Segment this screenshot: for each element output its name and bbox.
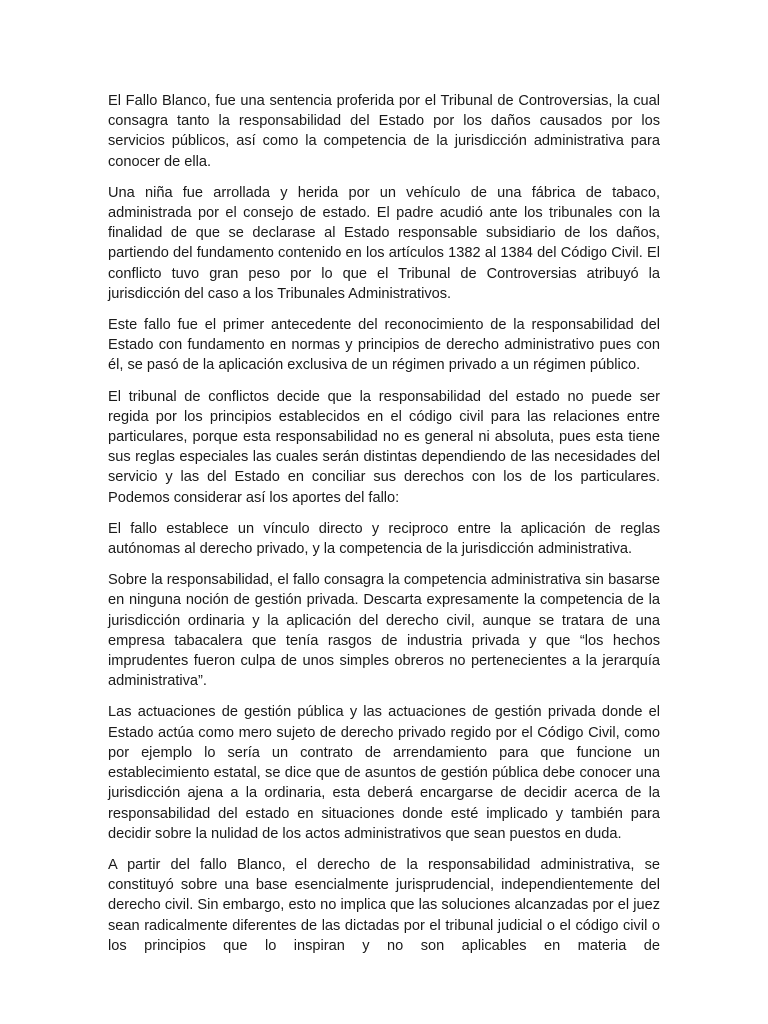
paragraph-fallo-blanco-intro: El Fallo Blanco, fue una sentencia proferida por el Tribunal de Controversias, la cual consagra tanto la responsabilidad del Estado por los daños causados por los servicios públicos, así como la competencia de la jurisdicción administrativa para conocer de ella. <box>108 93 660 170</box>
paragraph-responsibility: Sobre la responsabilidad, el fallo consagra la competencia administrativa sin basarse en ninguna noción de gestión privada. Descarta expresamente la competencia de la jurisdicción ordinaria y la aplicación del derecho civil, aunque se tratara de una empresa tabacalera que tenía rasgos de industria privada y que “los hechos imprudentes fueron culpa de unos simples obreros no pertenecientes a la jerarquía administrativa”. <box>108 572 660 690</box>
paragraph-direct-link: El fallo establece un vínculo directo y reciproco entre la aplicación de reglas autónomas al derecho privado, y la competencia de la jurisdicción administrativa. <box>108 520 660 558</box>
paragraph-public-private-management: Las actuaciones de gestión pública y las actuaciones de gestión privada donde el Estado actúa como mero sujeto de derecho privado regido por el Código Civil, como por ejemplo lo sería un contrato de arrendamiento para que funcione un establecimiento estatal, se dice que de asuntos de gestión pública debe conocer una jurisdicción ajena a la ordinaria, esta deberá encargarse de decidir acerca de la responsabilidad del estado en situaciones donde esté implicado y también para decidir sobre la nulidad de los actos administrativos que sean puestos en duda. <box>108 704 660 842</box>
paragraph-tribunal-decision: El tribunal de conflictos decide que la responsabilidad del estado no puede ser regida por los principios establecidos en el código civil para las relaciones entre particulares, porque esta responsabilidad no es general ni absoluta, pues esta tiene sus reglas especiales las cuales serán distintas dependiendo de las necesidades del servicio y las del Estado en conciliar sus derechos con los de los particulares. Podemos considerar así los aportes del fallo: <box>108 388 660 506</box>
document-page <box>108 91 660 967</box>
paragraph-jurisprudential-basis: A partir del fallo Blanco, el derecho de la responsabilidad administrativa, se constituyó sobre una base esencialmente jurisprudencial, independientemente del derecho civil. Sin embargo, esto no implica que las soluciones alcanzadas por el juez sean radicalmente diferentes de las dictadas por el tribunal judicial o el código civil o los principios que lo inspiran y no son aplicables en materia de <box>108 856 660 954</box>
paragraph-first-antecedent: Este fallo fue el primer antecedente del reconocimiento de la responsabilidad del Estado con fundamento en normas y principios de derecho administrativo pues con él, se pasó de la aplicación exclusiva de un régimen privado a un régimen público. <box>108 317 660 374</box>
paragraph-case-facts: Una niña fue arrollada y herida por un vehículo de una fábrica de tabaco, administrada por el consejo de estado. El padre acudió ante los tribunales con la finalidad de que se declarase al Estado responsable subsidiario de los daños, partiendo del fundamento contenido en los artículos 1382 al 1384 del Código Civil. El conflicto tuvo gran peso por lo que el Tribunal de Controversias atribuyó la jurisdicción del caso a los Tribunales Administrativos. <box>108 184 660 302</box>
